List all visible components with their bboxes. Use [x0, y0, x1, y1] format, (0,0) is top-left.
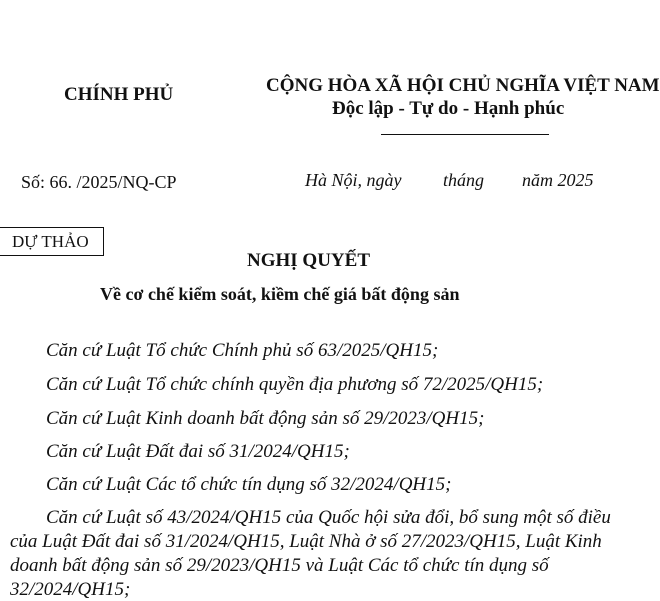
issuing-agency: CHÍNH PHỦ [64, 84, 174, 105]
document-type: NGHỊ QUYẾT [247, 250, 370, 271]
document-number: Số: 66. /2025/NQ-CP [21, 172, 177, 192]
amendment-basis-line: doanh bất động sản số 29/2023/QH15 và Luật Các tổ chức tín dụng số [10, 555, 549, 576]
amendment-basis-line: 32/2024/QH15; [10, 579, 131, 600]
motto-underline [381, 134, 549, 135]
legal-basis-line: Căn cứ Luật Các tổ chức tín dụng số 32/2024/QH15; [46, 474, 452, 495]
document-subject: Về cơ chế kiểm soát, kiềm chế giá bất động sản [100, 284, 460, 304]
place-label: Hà Nội, ngày [305, 170, 402, 190]
national-motto: Độc lập - Tự do - Hạnh phúc [332, 98, 565, 119]
legal-basis-line: Căn cứ Luật Kinh doanh bất động sản số 29/2023/QH15; [46, 408, 485, 429]
year-label: năm 2025 [522, 170, 594, 190]
legal-basis-line: Căn cứ Luật Tổ chức chính quyền địa phương số 72/2025/QH15; [46, 374, 544, 395]
place-and-date [305, 170, 594, 191]
amendment-basis-line: Căn cứ Luật số 43/2024/QH15 của Quốc hội sửa đổi, bổ sung một số điều [46, 507, 611, 528]
legal-basis-line: Căn cứ Luật Tổ chức Chính phủ số 63/2025/QH15; [46, 340, 439, 361]
legal-basis-line: Căn cứ Luật Đất đai số 31/2024/QH15; [46, 441, 350, 462]
amendment-basis-line: của Luật Đất đai số 31/2024/QH15, Luật Nhà ở số 27/2023/QH15, Luật Kinh [10, 531, 602, 552]
draft-label: DỰ THẢO [12, 232, 89, 251]
month-label: tháng [443, 170, 485, 190]
national-title: CỘNG HÒA XÃ HỘI CHỦ NGHĨA VIỆT NAM [266, 75, 660, 96]
